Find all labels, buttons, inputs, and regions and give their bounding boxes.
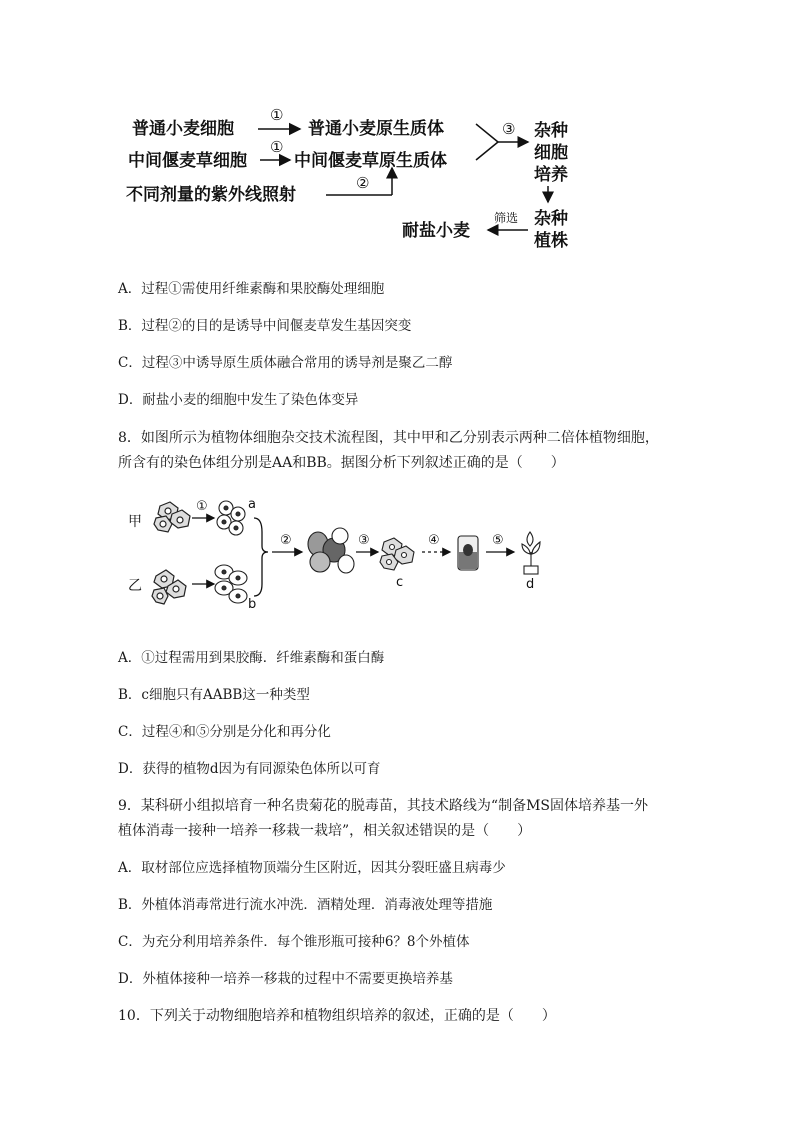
label-screening: 筛选	[494, 211, 519, 225]
q8-option-b: B．c细胞只有AABB这一种类型	[118, 687, 310, 703]
label-c: c	[396, 575, 404, 590]
label-hybrid-2: 细胞	[534, 143, 568, 163]
q8-stem-line2: 所含有的染色体组分别是AA和BB。据图分析下列叙述正确的是（ ）	[118, 455, 565, 471]
protoplast-fusion-flowchart	[120, 100, 590, 260]
callus-flask	[458, 536, 478, 570]
protoplasts-b	[215, 565, 247, 603]
q9-option-b: B．外植体消毒常进行流水冲洗．酒精处理．消毒液处理等措施	[118, 897, 493, 913]
fused-cells	[308, 528, 354, 573]
q7-option-c: C．过程③中诱导原生质体融合常用的诱导剂是聚乙二醇	[118, 355, 453, 371]
q7-option-d: D．耐盐小麦的细胞中发生了染色体变异	[118, 392, 359, 408]
label-hybrid-1: 杂种	[534, 121, 568, 141]
label-yi: 乙	[128, 578, 142, 594]
cell-cluster-yi	[152, 570, 186, 604]
step-label-3: ③	[358, 533, 370, 548]
label-common-wheat-cell: 普通小麦细胞	[132, 119, 234, 139]
q8-option-a: A．①过程需用到果胶酶．纤维素酶和蛋白酶	[118, 650, 385, 666]
q9-option-c: C．为充分利用培养条件．每个锥形瓶可接种6？8个外植体	[118, 934, 470, 950]
label-a: a	[248, 497, 256, 512]
step-1b-label: ①	[270, 138, 284, 156]
q9-option-a: A．取材部位应选择植物顶端分生区附近，因其分裂旺盛且病毒少	[118, 860, 506, 876]
step-1a-label: ①	[270, 106, 284, 124]
q7-option-a: A．过程①需使用纤维素酶和果胶酶处理细胞	[118, 281, 385, 297]
q8-option-c: C．过程④和⑤分别是分化和再分化	[118, 724, 331, 740]
label-weed-cell: 中间偃麦草细胞	[128, 151, 247, 171]
step-3-label: ③	[502, 120, 516, 138]
q8-stem-line1: 8．如图所示为植物体细胞杂交技术流程图，其中甲和乙分别表示两种二倍体植物细胞，	[118, 430, 659, 446]
label-weed-protoplast: 中间偃麦草原生质体	[294, 151, 447, 171]
label-salt-tolerant-wheat: 耐盐小麦	[402, 221, 470, 241]
plant-d	[522, 532, 540, 574]
step-label-5: ⑤	[492, 533, 504, 548]
step-label-2: ②	[280, 533, 292, 548]
protoplasts-a	[217, 501, 245, 535]
label-hybrid-3: 培养	[534, 165, 568, 185]
label-hybrid-plant-2: 植株	[534, 231, 568, 251]
q8-option-d: D．获得的植物d因为有同源染色体所以可育	[118, 761, 381, 777]
somatic-hybridization-diagram	[120, 492, 560, 616]
label-hybrid-plant-1: 杂种	[534, 209, 568, 229]
q9-option-d: D．外植体接种一培养一移栽的过程中不需要更换培养基	[118, 971, 453, 987]
step-2-label: ②	[356, 174, 370, 192]
q7-option-b: B．过程②的目的是诱导中间偃麦草发生基因突变	[118, 318, 412, 334]
q10-stem: 10．下列关于动物细胞培养和植物组织培养的叙述，正确的是（ ）	[118, 1008, 556, 1024]
hybrid-cells-c	[380, 538, 414, 570]
q9-stem-line2: 植体消毒一接种一培养一移栽一栽培”，相关叙述错误的是（ ）	[118, 823, 532, 839]
label-common-wheat-protoplast: 普通小麦原生质体	[308, 119, 444, 139]
step-label-4: ④	[428, 533, 440, 548]
label-b: b	[248, 597, 257, 612]
label-d: d	[526, 577, 535, 592]
label-uv-irradiation: 不同剂量的紫外线照射	[126, 185, 296, 205]
step-label-1: ①	[196, 499, 208, 514]
cell-cluster-jia	[154, 502, 190, 532]
label-jia: 甲	[128, 514, 142, 530]
q9-stem-line1: 9．某科研小组拟培育一种名贵菊花的脱毒苗，其技术路线为“制备MS固体培养基一外	[118, 798, 648, 814]
